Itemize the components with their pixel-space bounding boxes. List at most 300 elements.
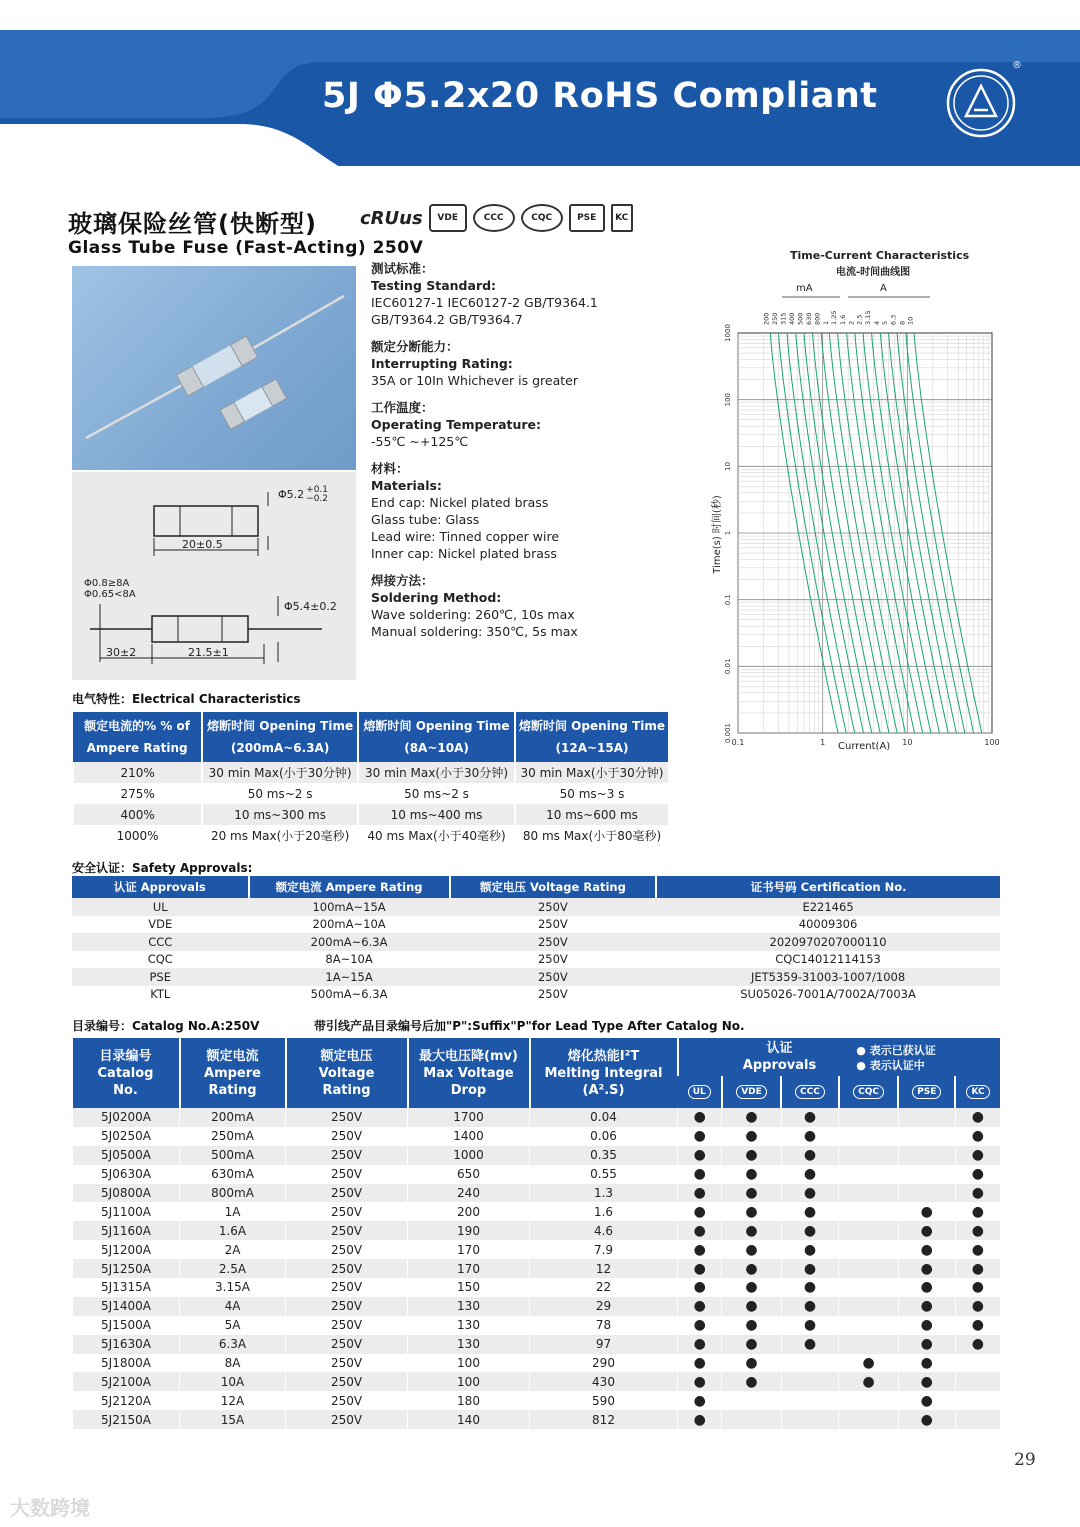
header-line: 额定电压	[320, 1048, 373, 1064]
table-cell: CQC14012114153	[775, 952, 881, 967]
table-cell: 250V	[286, 1127, 408, 1146]
table-cell: 500mA	[180, 1146, 286, 1165]
table-cell: 250V	[286, 1108, 408, 1127]
approved-dot-icon: ●	[920, 1260, 933, 1277]
approval-cell	[898, 1202, 955, 1221]
rating-label: 400	[788, 312, 797, 325]
mark: UL	[688, 1085, 711, 1099]
header-line: 熔断时间 Opening Time	[363, 719, 510, 733]
table-cell: SU05026-7001A/7002A/7003A	[740, 987, 916, 1002]
approval-cell	[955, 1354, 1000, 1373]
rating-label: 1.6	[839, 314, 848, 325]
approval-cell	[955, 1221, 1000, 1240]
approval-cell	[722, 1297, 781, 1316]
table-cell: 5A	[180, 1316, 286, 1335]
approval-cell	[955, 1165, 1000, 1184]
approval-cell	[781, 1165, 839, 1184]
table-cell: 5J2150A	[73, 1410, 180, 1429]
rating-label: 315	[779, 312, 788, 325]
table-cell: 40 ms Max(小于40毫秒)	[358, 825, 515, 846]
table-cell: 10 ms~400 ms	[358, 804, 515, 825]
table-cell: 10 ms~300 ms	[202, 804, 358, 825]
approved-dot-icon: ●	[693, 1317, 706, 1334]
spec-list: 测试标准： Testing Standard: IEC60127-1 IEC60127-2 GB/T9364.1 GB/T9364.2 GB/T9364.7 额定分断能力： Interrupting Rating: 35A or 10In Whichever is greater 工作温度： Operating Temperature: -55℃ ~+125℃ 材料： Materials: End cap: Nickel plated brass Glass tube: Glass Lead wire: Tinned copper wire Inner cap: Nickel plated brass 焊接方法： Soldering Method: Wave soldering: 260℃, 10s max Manual soldering: 350℃, 5s max	[371, 261, 598, 639]
approved-dot-icon: ●	[745, 1241, 758, 1258]
safety-header-1: 额定电流 Ampere Rating	[249, 876, 450, 898]
safety-header-2: 额定电压 Voltage Rating	[450, 876, 656, 898]
approval-cell	[839, 1354, 899, 1373]
approved-dot-icon: ●	[803, 1279, 817, 1296]
approval-cell	[678, 1410, 722, 1429]
table-cell: 200mA~10A	[312, 917, 386, 932]
table-cell: 650	[408, 1165, 530, 1184]
table-cell: 4A	[180, 1297, 286, 1316]
page-title: 5J Φ5.2x20 RoHS Compliant	[322, 76, 878, 116]
table-cell: 0.35	[530, 1146, 678, 1165]
table-cell: 0.06	[530, 1127, 678, 1146]
table-cell: 130	[408, 1316, 530, 1335]
approval-cell	[898, 1316, 955, 1335]
table-cell: 12	[530, 1259, 678, 1278]
y-tick-label: 100	[724, 392, 732, 407]
approval-col-vde-icon	[722, 1076, 781, 1108]
table-row	[73, 1221, 1001, 1240]
approval-cell	[955, 1372, 1000, 1391]
table-row	[72, 968, 1000, 986]
approval-cell	[678, 1184, 722, 1203]
approval-cell	[781, 1391, 839, 1410]
table-cell: 0.04	[530, 1108, 678, 1127]
dim-diameter-lead: Φ5.4±0.2	[284, 600, 337, 613]
catalog-table	[72, 1038, 1000, 1429]
safety-header-3: 证书号码 Certification No.	[656, 876, 1000, 898]
approval-cell	[955, 1278, 1000, 1297]
table-row	[73, 1259, 1001, 1278]
catalog-header-2	[286, 1038, 408, 1108]
vde-mark-icon: VDE	[429, 204, 467, 232]
mark: KC	[966, 1085, 989, 1099]
table-cell: 10 ms~600 ms	[515, 804, 668, 825]
catalog-header-3	[408, 1038, 530, 1108]
approval-cell	[678, 1108, 722, 1127]
table-cell: 100	[408, 1372, 530, 1391]
approval-cell	[955, 1316, 1000, 1335]
table-cell: 130	[408, 1335, 530, 1354]
catalog-header-1	[180, 1038, 286, 1108]
table-cell: 275%	[73, 783, 202, 804]
approval-cell	[955, 1391, 1000, 1410]
mark: PSE	[912, 1085, 941, 1099]
table-cell: 30 min Max(小于30分钟)	[358, 762, 515, 783]
approved-dot-icon: ●	[920, 1336, 933, 1353]
time-current-chart	[690, 245, 1000, 765]
table-cell: 250V	[450, 968, 656, 986]
table-cell: 250V	[450, 898, 656, 916]
table-cell: 40009306	[798, 917, 858, 932]
table-cell: 2020970207000110	[656, 933, 1000, 951]
mark: CCC	[795, 1085, 825, 1099]
certification-marks	[360, 204, 633, 232]
table-cell: 250V	[286, 1202, 408, 1221]
header-line: 目录编号	[99, 1048, 152, 1064]
approved-dot-icon: ●	[803, 1298, 817, 1315]
header-line: 熔断时间 Opening Time	[207, 719, 354, 733]
approval-cell	[898, 1335, 955, 1354]
table-cell: 430	[530, 1372, 678, 1391]
table-row	[73, 825, 668, 846]
approval-cell	[839, 1127, 899, 1146]
approval-cell	[781, 1259, 839, 1278]
approvals-legend	[856, 1043, 935, 1073]
page-number: 29	[1014, 1450, 1036, 1470]
brand-logo-icon	[944, 66, 1018, 140]
x-tick-label: 100	[984, 738, 1000, 747]
approval-col-ul-icon	[678, 1076, 722, 1108]
approved-dot-icon: ●	[745, 1147, 758, 1164]
rating-label: 1.25	[830, 310, 839, 325]
approval-cell	[781, 1127, 839, 1146]
table-cell: JET5359-31003-1007/1008	[656, 968, 1000, 986]
approval-cell	[781, 1202, 839, 1221]
rating-label: 2	[847, 320, 856, 325]
dimension-drawing	[72, 472, 356, 680]
elec-header-0	[73, 712, 202, 762]
header-line: Melting Integral	[544, 1065, 663, 1081]
approval-cell	[722, 1165, 781, 1184]
header-line: (12A~15A)	[555, 741, 629, 755]
table-row	[73, 1146, 1001, 1165]
table-cell: 50 ms~2 s	[202, 783, 358, 804]
approval-cell	[839, 1108, 899, 1127]
approval-cell	[722, 1184, 781, 1203]
approved-dot-icon: ●	[693, 1185, 706, 1201]
table-cell: 5J1315A	[73, 1278, 180, 1297]
table-row	[72, 916, 1000, 934]
approval-cell	[722, 1146, 781, 1165]
watermark: 大数跨境	[10, 1496, 90, 1520]
approved-dot-icon: ●	[693, 1373, 706, 1390]
approval-cell	[722, 1391, 781, 1410]
approval-cell	[678, 1127, 722, 1146]
elec-header-2	[358, 712, 515, 762]
catalog-header-4	[530, 1038, 678, 1108]
approval-cell	[955, 1184, 1000, 1203]
approval-cell	[839, 1335, 899, 1354]
approval-cell	[678, 1297, 722, 1316]
dim-lead-length: 30±2	[106, 646, 137, 659]
approval-cell	[898, 1165, 955, 1184]
table-row	[73, 762, 668, 783]
table-cell: 6.3A	[180, 1335, 286, 1354]
kc-mark-icon: KC	[611, 204, 633, 232]
header-line: No.	[113, 1082, 138, 1098]
table-cell: 140	[408, 1410, 530, 1429]
table-cell: 250V	[286, 1221, 408, 1240]
table-cell: PSE	[72, 968, 249, 986]
approved-dot-icon: ●	[920, 1279, 933, 1296]
header-line: Approvals	[742, 1058, 817, 1073]
table-cell: 170	[408, 1259, 530, 1278]
approved-dot-icon: ●	[693, 1241, 706, 1258]
pse-mark-icon: PSE	[569, 204, 605, 232]
approved-dot-icon: ●	[693, 1109, 706, 1126]
legend-pending: ● 表示认证中	[856, 1059, 925, 1072]
catalog-note: 带引线产品目录编号后加"P":Suffix"P"for Lead Type After Catalog No.	[314, 1019, 745, 1033]
header-line: Rating	[322, 1082, 371, 1098]
chart-title-zh: 电流-时间曲线图	[836, 267, 911, 278]
approval-cell	[839, 1184, 899, 1203]
y-tick-label: 1000	[724, 324, 732, 342]
approval-cell	[955, 1202, 1000, 1221]
approved-dot-icon: ●	[803, 1185, 817, 1201]
safety-header-0: 认证 Approvals	[72, 876, 249, 898]
approved-dot-icon: ●	[920, 1241, 933, 1258]
approved-dot-icon: ●	[920, 1317, 933, 1334]
header-line: 额定电流的% % of	[84, 719, 191, 733]
approved-dot-icon: ●	[693, 1411, 706, 1428]
approved-dot-icon: ●	[971, 1147, 984, 1164]
table-row	[73, 1165, 1001, 1184]
chart-unit-ma: mA	[796, 283, 813, 294]
rating-label: 4	[872, 320, 881, 325]
approved-dot-icon: ●	[920, 1203, 933, 1220]
approval-col-pse-icon	[898, 1076, 955, 1108]
table-row	[73, 1127, 1001, 1146]
product-photo	[72, 266, 356, 470]
approval-cell	[678, 1146, 722, 1165]
chart-xlabel: Current(A)	[838, 741, 891, 752]
table-cell: 250V	[286, 1316, 408, 1335]
table-cell: 5J1100A	[73, 1202, 180, 1221]
table-cell: 250V	[286, 1354, 408, 1373]
elec-table	[72, 712, 668, 846]
approved-dot-icon: ●	[693, 1336, 706, 1353]
header-line: 认证	[766, 1041, 793, 1056]
approvals-label	[743, 1040, 816, 1074]
approval-cell	[781, 1221, 839, 1240]
approval-cell	[839, 1202, 899, 1221]
approval-cell	[898, 1108, 955, 1127]
approval-cell	[781, 1335, 839, 1354]
approval-col-ccc-icon	[781, 1076, 839, 1108]
table-cell: 10A	[180, 1372, 286, 1391]
approval-cell	[781, 1184, 839, 1203]
approved-dot-icon: ●	[971, 1166, 984, 1183]
header-line: (200mA~6.3A)	[230, 741, 330, 755]
approval-cell	[839, 1221, 899, 1240]
dim-body-length: 21.5±1	[188, 646, 229, 659]
approved-dot-icon: ●	[693, 1392, 706, 1409]
cqc-mark-icon: CQC	[521, 204, 563, 232]
table-row	[72, 951, 1000, 969]
table-cell: 2A	[180, 1240, 286, 1259]
approved-dot-icon: ●	[803, 1109, 817, 1126]
table-cell: 250V	[286, 1184, 408, 1203]
table-cell: 250V	[286, 1372, 408, 1391]
table-cell: 4.6	[530, 1221, 678, 1240]
table-cell: 1400	[408, 1127, 530, 1146]
table-cell: 1A~15A	[249, 968, 450, 986]
table-cell: 800mA	[180, 1184, 286, 1203]
table-cell: 400%	[73, 804, 202, 825]
table-row	[73, 1316, 1001, 1335]
approval-cell	[781, 1240, 839, 1259]
table-cell: UL	[72, 898, 249, 916]
dim-diameter: Φ5.2 +0.1 −0.2	[278, 485, 329, 504]
approval-cell	[722, 1335, 781, 1354]
approval-cell	[839, 1165, 899, 1184]
approval-cell	[678, 1202, 722, 1221]
approval-cell	[898, 1221, 955, 1240]
approval-cell	[781, 1316, 839, 1335]
rating-label: 250	[770, 312, 779, 325]
approval-cell	[722, 1259, 781, 1278]
table-cell: 210%	[73, 762, 202, 783]
table-cell: 2.5A	[180, 1259, 286, 1278]
header-line: Drop	[450, 1082, 487, 1098]
registered-mark: ®	[1012, 60, 1022, 71]
table-cell: 630mA	[180, 1165, 286, 1184]
approved-dot-icon: ●	[971, 1222, 984, 1239]
table-row	[73, 783, 668, 804]
table-cell: 78	[530, 1316, 678, 1335]
approved-dot-icon: ●	[693, 1298, 706, 1315]
approval-cell	[781, 1372, 839, 1391]
table-cell: 190	[408, 1221, 530, 1240]
approval-cell	[955, 1259, 1000, 1278]
approved-dot-icon: ●	[693, 1355, 706, 1372]
approval-cell	[839, 1372, 899, 1391]
rating-label: 10	[906, 316, 915, 325]
approval-cell	[678, 1335, 722, 1354]
approval-cell	[678, 1354, 722, 1373]
y-tick-label: 1	[724, 530, 732, 536]
table-cell: 5J0200A	[73, 1108, 180, 1127]
approval-cell	[898, 1372, 955, 1391]
approved-dot-icon: ●	[693, 1279, 706, 1296]
table-cell: 250V	[286, 1391, 408, 1410]
table-cell: 7.9	[530, 1240, 678, 1259]
table-cell: 5J0630A	[73, 1165, 180, 1184]
table-row	[73, 1202, 1001, 1221]
table-cell: 250V	[286, 1335, 408, 1354]
table-cell: 150	[408, 1278, 530, 1297]
header-line: Ampere Rating	[86, 741, 188, 755]
approved-dot-icon: ●	[920, 1373, 933, 1390]
table-row	[73, 1108, 1001, 1127]
approved-dot-icon: ●	[971, 1203, 984, 1220]
approved-dot-icon: ●	[803, 1317, 817, 1334]
table-cell: 170	[408, 1240, 530, 1259]
approved-dot-icon: ●	[693, 1128, 706, 1145]
y-tick-label: 0.01	[724, 658, 732, 675]
ul-mark-icon: cRUus	[360, 207, 423, 229]
approved-dot-icon: ●	[971, 1298, 984, 1315]
approval-cell	[955, 1108, 1000, 1127]
table-cell: 80 ms Max(小于80毫秒)	[515, 825, 668, 846]
rating-label: 1	[821, 320, 830, 325]
approval-cell	[839, 1316, 899, 1335]
approved-dot-icon: ●	[803, 1336, 817, 1353]
approved-dot-icon: ●	[745, 1355, 758, 1372]
rating-label: 200	[762, 312, 771, 325]
approved-dot-icon: ●	[745, 1373, 758, 1390]
table-cell: 5J1630A	[73, 1335, 180, 1354]
safety-heading: 安全认证：Safety Approvals:	[72, 861, 253, 875]
approved-dot-icon: ●	[803, 1260, 817, 1277]
rating-label: 5	[880, 320, 889, 325]
approval-col-kc-icon	[955, 1076, 1000, 1108]
rating-label: 6.3	[889, 314, 898, 325]
table-cell: 30 min Max(小于30分钟)	[515, 762, 668, 783]
approved-dot-icon: ●	[693, 1147, 706, 1164]
approval-cell	[722, 1410, 781, 1429]
table-cell: 100mA~15A	[249, 898, 450, 916]
table-cell: 250V	[286, 1278, 408, 1297]
y-tick-label: 0.001	[724, 722, 732, 744]
legend-approved: ● 表示已获认证	[856, 1044, 936, 1057]
table-row	[73, 1240, 1001, 1259]
table-cell: 200mA	[180, 1108, 286, 1127]
table-row	[73, 1297, 1001, 1316]
header-line: Voltage	[318, 1065, 375, 1081]
table-cell: 100	[408, 1354, 530, 1373]
approved-dot-icon: ●	[920, 1411, 933, 1428]
header-line: Rating	[208, 1082, 257, 1098]
table-cell: 50 ms~2 s	[358, 783, 515, 804]
approved-dot-icon: ●	[745, 1203, 758, 1220]
table-cell: 250V	[286, 1165, 408, 1184]
y-tick-label: 0.1	[724, 594, 732, 606]
table-cell: 240	[408, 1184, 530, 1203]
header-line: Ampere	[204, 1065, 261, 1081]
approval-cell	[678, 1259, 722, 1278]
approved-dot-icon: ●	[745, 1109, 758, 1126]
approved-dot-icon: ●	[862, 1373, 875, 1390]
approved-dot-icon: ●	[745, 1185, 758, 1201]
approved-dot-icon: ●	[745, 1298, 758, 1315]
safety-table	[72, 876, 1000, 1003]
approved-dot-icon: ●	[803, 1147, 817, 1164]
approved-dot-icon: ●	[693, 1203, 706, 1220]
approval-cell	[678, 1240, 722, 1259]
approval-cell	[898, 1184, 955, 1203]
table-row	[73, 1278, 1001, 1297]
table-cell: 97	[530, 1335, 678, 1354]
table-cell: 8A~10A	[325, 952, 373, 967]
table-cell: 50 ms~3 s	[515, 783, 668, 804]
table-cell: 5J0500A	[73, 1146, 180, 1165]
mark: VDE	[736, 1085, 767, 1099]
table-cell: 250V	[286, 1146, 408, 1165]
table-row	[73, 1184, 1001, 1203]
approval-cell	[722, 1108, 781, 1127]
chart-title: Time-Current Characteristics	[790, 249, 970, 262]
elec-header-3	[515, 712, 668, 762]
table-cell: 500mA~6.3A	[310, 987, 388, 1002]
elec-header-1	[202, 712, 358, 762]
approval-cell	[839, 1278, 899, 1297]
approval-cell	[722, 1240, 781, 1259]
table-cell: 1000%	[73, 825, 202, 846]
approval-cell	[839, 1240, 899, 1259]
table-cell: CQC	[147, 952, 173, 967]
table-cell: 5J2100A	[73, 1372, 180, 1391]
dim-length: 20±0.5	[182, 538, 223, 551]
header-line: 额定电流	[206, 1048, 259, 1064]
table-row	[72, 933, 1000, 951]
approved-dot-icon: ●	[693, 1260, 706, 1277]
